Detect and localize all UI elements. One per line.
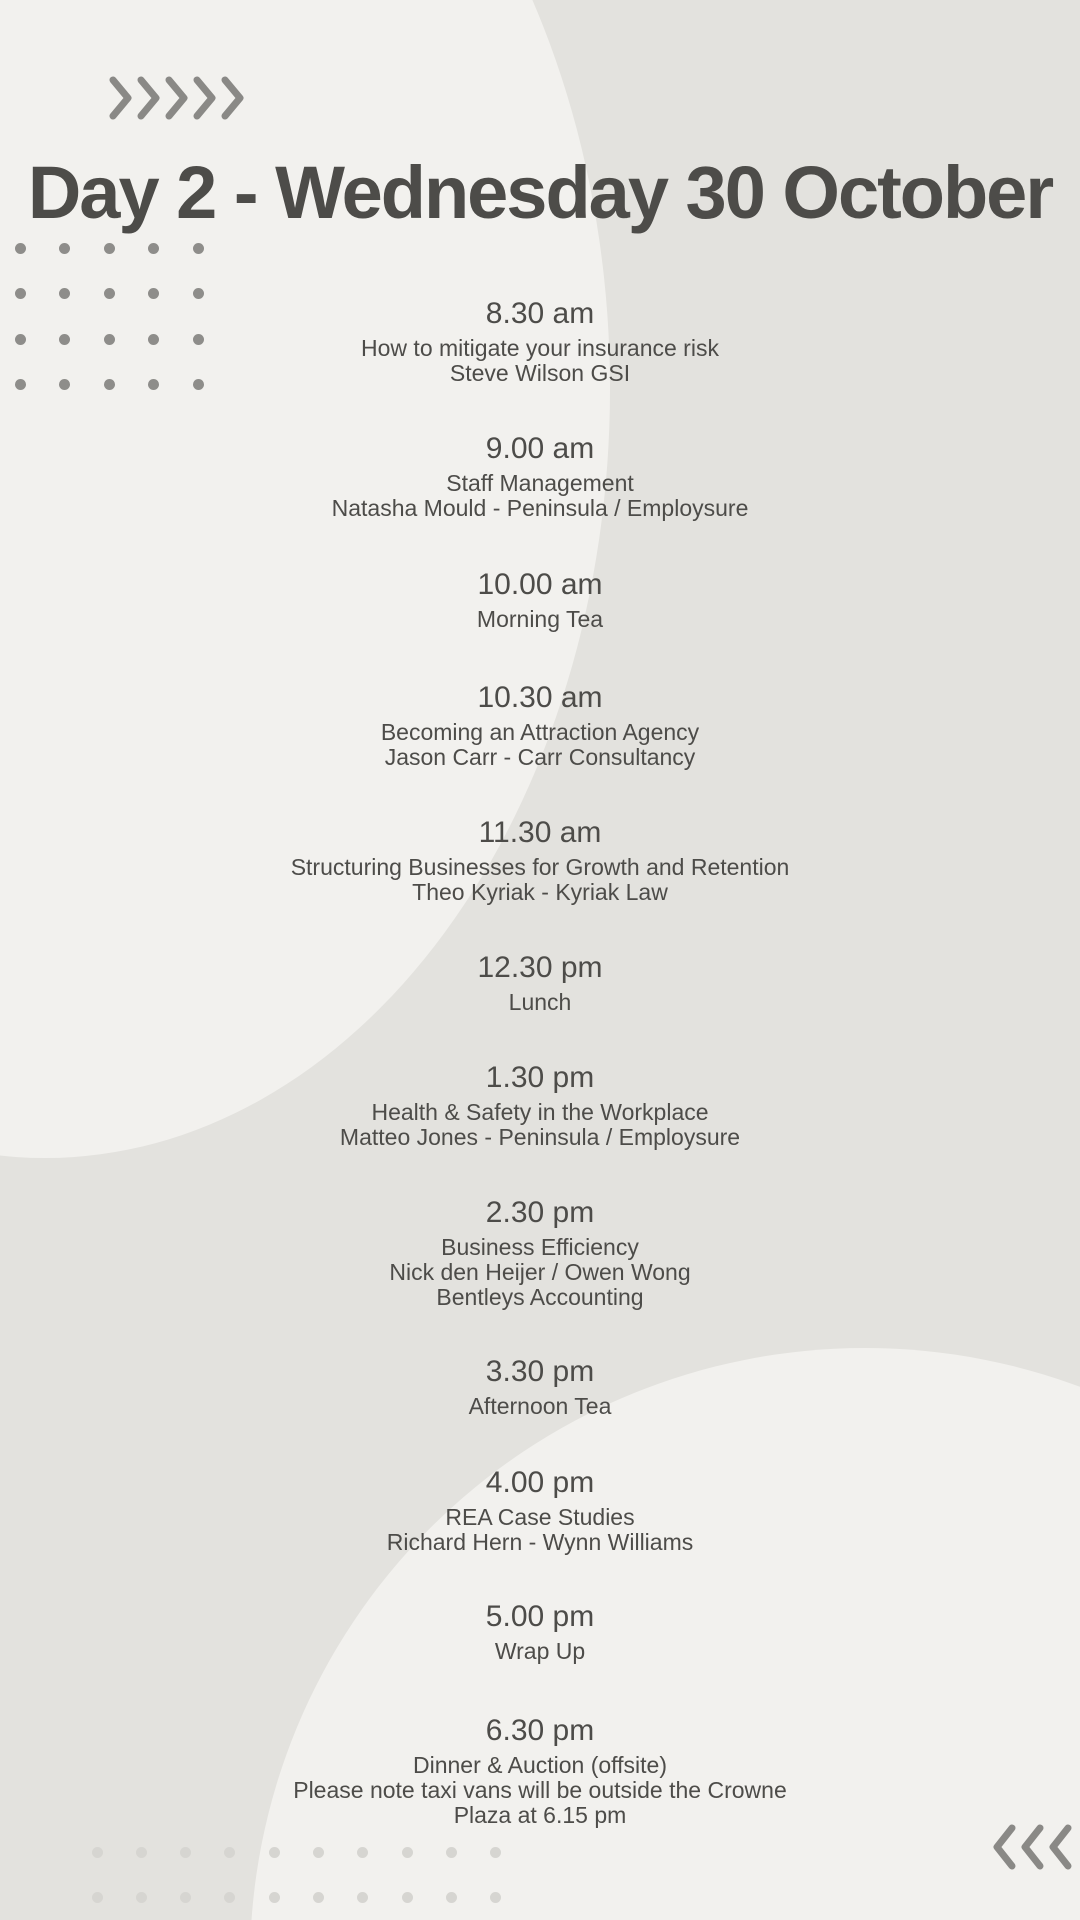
agenda-item (0, 950, 1080, 1015)
dot-decoration (490, 1847, 501, 1858)
agenda-item (0, 431, 1080, 521)
agenda-item (0, 815, 1080, 905)
chevron-left-icon (997, 1828, 1012, 1866)
event-title: Health & Safety in the Workplace (371, 1099, 709, 1125)
chevron-right-icon-group (108, 74, 258, 122)
dot-decoration (490, 1892, 501, 1903)
chevron-right-icon (141, 80, 156, 116)
event-note: Please note taxi vans will be outside the Crowne (293, 1777, 787, 1803)
event-time: 6.30 pm (485, 1714, 595, 1747)
event-title: How to mitigate your insurance risk (361, 335, 719, 361)
dot-decoration (357, 1847, 368, 1858)
event-speaker: Richard Hern - Wynn Williams (386, 1529, 694, 1555)
event-time: 9.00 am (485, 432, 595, 465)
event-time: 1.30 pm (485, 1061, 595, 1094)
dot-decoration (148, 243, 159, 254)
dot-decoration (193, 243, 204, 254)
event-time: 12.30 pm (477, 951, 603, 984)
dot-decoration (313, 1847, 324, 1858)
event-title: Structuring Businesses for Growth and Retention (290, 854, 790, 880)
dot-decoration (224, 1892, 235, 1903)
chevron-right-icon (169, 80, 184, 116)
agenda-item (0, 1599, 1080, 1664)
event-speaker: Nick den Heijer / Owen Wong (389, 1259, 691, 1285)
dot-decoration (446, 1847, 457, 1858)
event-organisation: Bentleys Accounting (436, 1284, 644, 1310)
dot-decoration (357, 1892, 368, 1903)
event-speaker: Theo Kyriak - Kyriak Law (412, 879, 668, 905)
event-time: 5.00 pm (485, 1600, 595, 1633)
event-time: 2.30 pm (485, 1196, 595, 1229)
event-title: Business Efficiency (441, 1234, 639, 1260)
chevron-left-icon (1053, 1828, 1068, 1866)
event-title: REA Case Studies (445, 1504, 635, 1530)
event-title: Dinner & Auction (offsite) (413, 1752, 667, 1778)
event-speaker: Jason Carr - Carr Consultancy (384, 744, 696, 770)
event-speaker: Natasha Mould - Peninsula / Employsure (331, 495, 749, 521)
event-time: 3.30 pm (485, 1355, 595, 1388)
dot-decoration (402, 1847, 413, 1858)
chevron-right-icon (113, 80, 128, 116)
event-title: Afternoon Tea (468, 1393, 612, 1419)
event-speaker: Steve Wilson GSI (449, 360, 631, 386)
agenda-item (0, 1713, 1080, 1828)
dot-decoration (180, 1847, 191, 1858)
chevron-left-icon (1025, 1828, 1040, 1866)
event-speaker: Matteo Jones - Peninsula / Employsure (339, 1124, 741, 1150)
chevron-right-icon (197, 80, 212, 116)
event-title: Lunch (508, 989, 572, 1015)
dot-decoration (446, 1892, 457, 1903)
agenda-item (0, 1060, 1080, 1150)
dot-decoration (269, 1892, 280, 1903)
chevron-left-icon-group (990, 1822, 1080, 1872)
dot-decoration (104, 243, 115, 254)
event-note: Plaza at 6.15 pm (453, 1802, 627, 1828)
agenda-item (0, 1195, 1080, 1310)
dot-decoration (180, 1892, 191, 1903)
event-time: 8.30 am (485, 297, 595, 330)
dot-decoration (224, 1847, 235, 1858)
agenda-item (0, 567, 1080, 632)
dot-decoration (402, 1892, 413, 1903)
event-title: Becoming an Attraction Agency (380, 719, 700, 745)
agenda-item (0, 680, 1080, 770)
event-time: 10.00 am (477, 568, 603, 601)
event-time: 10.30 am (477, 681, 603, 714)
event-title: Staff Management (446, 470, 634, 496)
event-title: Morning Tea (476, 606, 604, 632)
event-time: 11.30 am (478, 816, 602, 849)
dot-decoration (15, 243, 26, 254)
agenda-item (0, 1465, 1080, 1555)
page-title: Day 2 - Wednesday 30 October (27, 151, 1053, 234)
dot-decoration (136, 1892, 147, 1903)
dot-decoration (92, 1847, 103, 1858)
agenda-item (0, 1354, 1080, 1419)
agenda-item (0, 296, 1080, 386)
dot-decoration (313, 1892, 324, 1903)
dot-decoration (136, 1847, 147, 1858)
dot-decoration (92, 1892, 103, 1903)
chevron-right-icon (225, 80, 240, 116)
event-time: 4.00 pm (485, 1466, 595, 1499)
event-title: Wrap Up (494, 1638, 586, 1664)
dot-decoration (59, 243, 70, 254)
dot-decoration (269, 1847, 280, 1858)
